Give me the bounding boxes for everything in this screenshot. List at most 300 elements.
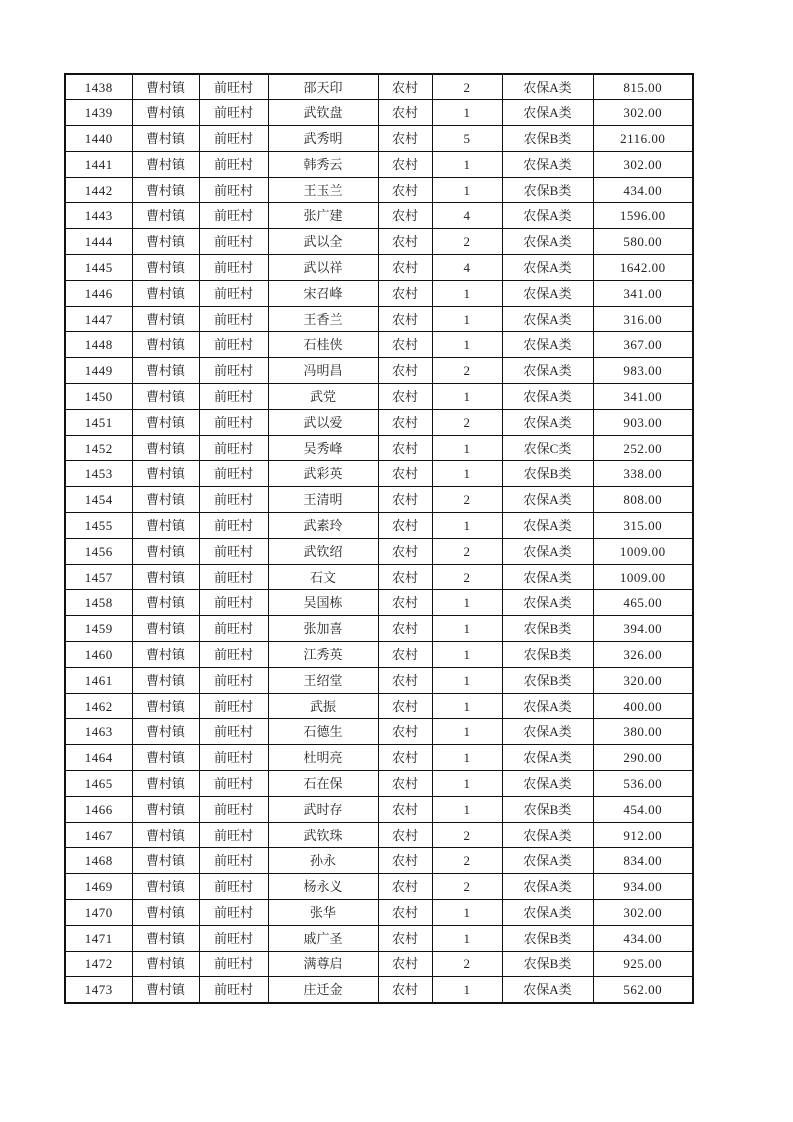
person-count-cell: 1 bbox=[432, 667, 502, 693]
table-row bbox=[65, 332, 693, 358]
village-cell: 前旺村 bbox=[199, 409, 268, 435]
name-cell: 王绍堂 bbox=[268, 667, 378, 693]
village-cell: 前旺村 bbox=[199, 332, 268, 358]
amount-cell: 341.00 bbox=[593, 280, 693, 306]
residence-type-cell: 农村 bbox=[378, 203, 432, 229]
village-cell: 前旺村 bbox=[199, 384, 268, 410]
town-cell: 曹村镇 bbox=[132, 229, 199, 255]
person-count-cell: 1 bbox=[432, 461, 502, 487]
village-cell: 前旺村 bbox=[199, 771, 268, 797]
residence-type-cell: 农村 bbox=[378, 229, 432, 255]
row-number-cell: 1444 bbox=[65, 229, 132, 255]
name-cell: 杜明亮 bbox=[268, 745, 378, 771]
town-cell: 曹村镇 bbox=[132, 771, 199, 797]
row-number-cell: 1448 bbox=[65, 332, 132, 358]
amount-cell: 316.00 bbox=[593, 306, 693, 332]
amount-cell: 903.00 bbox=[593, 409, 693, 435]
amount-cell: 562.00 bbox=[593, 977, 693, 1003]
town-cell: 曹村镇 bbox=[132, 151, 199, 177]
table-row bbox=[65, 126, 693, 152]
village-cell: 前旺村 bbox=[199, 513, 268, 539]
name-cell: 武以爱 bbox=[268, 409, 378, 435]
town-cell: 曹村镇 bbox=[132, 642, 199, 668]
row-number-cell: 1469 bbox=[65, 874, 132, 900]
insurance-category-cell: 农保A类 bbox=[502, 900, 593, 926]
village-cell: 前旺村 bbox=[199, 280, 268, 306]
records-table bbox=[64, 73, 694, 1004]
table-row bbox=[65, 564, 693, 590]
name-cell: 石在保 bbox=[268, 771, 378, 797]
name-cell: 张华 bbox=[268, 900, 378, 926]
row-number-cell: 1452 bbox=[65, 435, 132, 461]
town-cell: 曹村镇 bbox=[132, 616, 199, 642]
person-count-cell: 1 bbox=[432, 332, 502, 358]
table-row bbox=[65, 951, 693, 977]
insurance-category-cell: 农保B类 bbox=[502, 126, 593, 152]
person-count-cell: 2 bbox=[432, 822, 502, 848]
town-cell: 曹村镇 bbox=[132, 126, 199, 152]
person-count-cell: 2 bbox=[432, 874, 502, 900]
insurance-category-cell: 农保A类 bbox=[502, 848, 593, 874]
table-row bbox=[65, 590, 693, 616]
insurance-category-cell: 农保A类 bbox=[502, 409, 593, 435]
name-cell: 张加喜 bbox=[268, 616, 378, 642]
town-cell: 曹村镇 bbox=[132, 590, 199, 616]
person-count-cell: 4 bbox=[432, 203, 502, 229]
village-cell: 前旺村 bbox=[199, 126, 268, 152]
amount-cell: 434.00 bbox=[593, 925, 693, 951]
residence-type-cell: 农村 bbox=[378, 306, 432, 332]
row-number-cell: 1461 bbox=[65, 667, 132, 693]
table-row bbox=[65, 693, 693, 719]
village-cell: 前旺村 bbox=[199, 538, 268, 564]
amount-cell: 1596.00 bbox=[593, 203, 693, 229]
insurance-category-cell: 农保A类 bbox=[502, 487, 593, 513]
table-row bbox=[65, 255, 693, 281]
row-number-cell: 1446 bbox=[65, 280, 132, 306]
row-number-cell: 1455 bbox=[65, 513, 132, 539]
town-cell: 曹村镇 bbox=[132, 409, 199, 435]
name-cell: 戚广圣 bbox=[268, 925, 378, 951]
insurance-category-cell: 农保A类 bbox=[502, 719, 593, 745]
residence-type-cell: 农村 bbox=[378, 848, 432, 874]
table-row bbox=[65, 900, 693, 926]
village-cell: 前旺村 bbox=[199, 822, 268, 848]
residence-type-cell: 农村 bbox=[378, 513, 432, 539]
village-cell: 前旺村 bbox=[199, 951, 268, 977]
person-count-cell: 1 bbox=[432, 642, 502, 668]
amount-cell: 934.00 bbox=[593, 874, 693, 900]
table-row bbox=[65, 306, 693, 332]
village-cell: 前旺村 bbox=[199, 616, 268, 642]
name-cell: 王香兰 bbox=[268, 306, 378, 332]
insurance-category-cell: 农保A类 bbox=[502, 977, 593, 1003]
name-cell: 宋召峰 bbox=[268, 280, 378, 306]
table-row bbox=[65, 771, 693, 797]
name-cell: 武彩英 bbox=[268, 461, 378, 487]
person-count-cell: 1 bbox=[432, 177, 502, 203]
table-row bbox=[65, 848, 693, 874]
amount-cell: 465.00 bbox=[593, 590, 693, 616]
amount-cell: 341.00 bbox=[593, 384, 693, 410]
amount-cell: 1009.00 bbox=[593, 564, 693, 590]
insurance-category-cell: 农保A类 bbox=[502, 538, 593, 564]
amount-cell: 536.00 bbox=[593, 771, 693, 797]
insurance-category-cell: 农保A类 bbox=[502, 874, 593, 900]
row-number-cell: 1450 bbox=[65, 384, 132, 410]
amount-cell: 302.00 bbox=[593, 900, 693, 926]
row-number-cell: 1441 bbox=[65, 151, 132, 177]
row-number-cell: 1454 bbox=[65, 487, 132, 513]
name-cell: 满尊启 bbox=[268, 951, 378, 977]
residence-type-cell: 农村 bbox=[378, 745, 432, 771]
insurance-category-cell: 农保A类 bbox=[502, 332, 593, 358]
residence-type-cell: 农村 bbox=[378, 74, 432, 100]
town-cell: 曹村镇 bbox=[132, 900, 199, 926]
name-cell: 武时存 bbox=[268, 796, 378, 822]
village-cell: 前旺村 bbox=[199, 977, 268, 1003]
table-row bbox=[65, 203, 693, 229]
amount-cell: 808.00 bbox=[593, 487, 693, 513]
residence-type-cell: 农村 bbox=[378, 900, 432, 926]
name-cell: 武党 bbox=[268, 384, 378, 410]
table-row bbox=[65, 229, 693, 255]
residence-type-cell: 农村 bbox=[378, 384, 432, 410]
person-count-cell: 5 bbox=[432, 126, 502, 152]
row-number-cell: 1467 bbox=[65, 822, 132, 848]
insurance-category-cell: 农保B类 bbox=[502, 461, 593, 487]
town-cell: 曹村镇 bbox=[132, 306, 199, 332]
town-cell: 曹村镇 bbox=[132, 74, 199, 100]
town-cell: 曹村镇 bbox=[132, 384, 199, 410]
village-cell: 前旺村 bbox=[199, 229, 268, 255]
amount-cell: 925.00 bbox=[593, 951, 693, 977]
name-cell: 杨永义 bbox=[268, 874, 378, 900]
insurance-category-cell: 农保A类 bbox=[502, 229, 593, 255]
name-cell: 武钦绍 bbox=[268, 538, 378, 564]
amount-cell: 394.00 bbox=[593, 616, 693, 642]
person-count-cell: 1 bbox=[432, 719, 502, 745]
row-number-cell: 1438 bbox=[65, 74, 132, 100]
village-cell: 前旺村 bbox=[199, 435, 268, 461]
residence-type-cell: 农村 bbox=[378, 822, 432, 848]
person-count-cell: 1 bbox=[432, 771, 502, 797]
person-count-cell: 1 bbox=[432, 513, 502, 539]
amount-cell: 320.00 bbox=[593, 667, 693, 693]
person-count-cell: 2 bbox=[432, 409, 502, 435]
residence-type-cell: 农村 bbox=[378, 874, 432, 900]
name-cell: 武振 bbox=[268, 693, 378, 719]
village-cell: 前旺村 bbox=[199, 745, 268, 771]
person-count-cell: 2 bbox=[432, 951, 502, 977]
table-row bbox=[65, 435, 693, 461]
row-number-cell: 1442 bbox=[65, 177, 132, 203]
person-count-cell: 1 bbox=[432, 590, 502, 616]
insurance-category-cell: 农保A类 bbox=[502, 358, 593, 384]
row-number-cell: 1465 bbox=[65, 771, 132, 797]
row-number-cell: 1472 bbox=[65, 951, 132, 977]
name-cell: 武以全 bbox=[268, 229, 378, 255]
village-cell: 前旺村 bbox=[199, 590, 268, 616]
table-row bbox=[65, 745, 693, 771]
amount-cell: 912.00 bbox=[593, 822, 693, 848]
amount-cell: 302.00 bbox=[593, 151, 693, 177]
table-row bbox=[65, 822, 693, 848]
table-row bbox=[65, 513, 693, 539]
town-cell: 曹村镇 bbox=[132, 564, 199, 590]
residence-type-cell: 农村 bbox=[378, 925, 432, 951]
residence-type-cell: 农村 bbox=[378, 693, 432, 719]
records-table-body bbox=[65, 74, 693, 1003]
amount-cell: 252.00 bbox=[593, 435, 693, 461]
amount-cell: 315.00 bbox=[593, 513, 693, 539]
table-row bbox=[65, 487, 693, 513]
name-cell: 武素玲 bbox=[268, 513, 378, 539]
residence-type-cell: 农村 bbox=[378, 771, 432, 797]
residence-type-cell: 农村 bbox=[378, 177, 432, 203]
row-number-cell: 1471 bbox=[65, 925, 132, 951]
row-number-cell: 1439 bbox=[65, 100, 132, 126]
person-count-cell: 1 bbox=[432, 616, 502, 642]
name-cell: 石德生 bbox=[268, 719, 378, 745]
table-row bbox=[65, 461, 693, 487]
table-row bbox=[65, 616, 693, 642]
person-count-cell: 2 bbox=[432, 538, 502, 564]
residence-type-cell: 农村 bbox=[378, 435, 432, 461]
town-cell: 曹村镇 bbox=[132, 719, 199, 745]
village-cell: 前旺村 bbox=[199, 255, 268, 281]
person-count-cell: 1 bbox=[432, 796, 502, 822]
person-count-cell: 1 bbox=[432, 435, 502, 461]
name-cell: 王清明 bbox=[268, 487, 378, 513]
table-row bbox=[65, 925, 693, 951]
name-cell: 孙永 bbox=[268, 848, 378, 874]
residence-type-cell: 农村 bbox=[378, 538, 432, 564]
residence-type-cell: 农村 bbox=[378, 642, 432, 668]
row-number-cell: 1468 bbox=[65, 848, 132, 874]
insurance-category-cell: 农保B类 bbox=[502, 796, 593, 822]
insurance-category-cell: 农保B类 bbox=[502, 667, 593, 693]
town-cell: 曹村镇 bbox=[132, 822, 199, 848]
residence-type-cell: 农村 bbox=[378, 151, 432, 177]
residence-type-cell: 农村 bbox=[378, 487, 432, 513]
amount-cell: 367.00 bbox=[593, 332, 693, 358]
name-cell: 吴秀峰 bbox=[268, 435, 378, 461]
person-count-cell: 1 bbox=[432, 977, 502, 1003]
row-number-cell: 1473 bbox=[65, 977, 132, 1003]
insurance-category-cell: 农保B类 bbox=[502, 951, 593, 977]
person-count-cell: 1 bbox=[432, 693, 502, 719]
row-number-cell: 1445 bbox=[65, 255, 132, 281]
residence-type-cell: 农村 bbox=[378, 796, 432, 822]
amount-cell: 1009.00 bbox=[593, 538, 693, 564]
person-count-cell: 2 bbox=[432, 358, 502, 384]
insurance-category-cell: 农保A类 bbox=[502, 822, 593, 848]
village-cell: 前旺村 bbox=[199, 848, 268, 874]
town-cell: 曹村镇 bbox=[132, 925, 199, 951]
town-cell: 曹村镇 bbox=[132, 513, 199, 539]
name-cell: 邵天印 bbox=[268, 74, 378, 100]
row-number-cell: 1462 bbox=[65, 693, 132, 719]
name-cell: 石文 bbox=[268, 564, 378, 590]
row-number-cell: 1458 bbox=[65, 590, 132, 616]
table-row bbox=[65, 796, 693, 822]
row-number-cell: 1470 bbox=[65, 900, 132, 926]
village-cell: 前旺村 bbox=[199, 151, 268, 177]
row-number-cell: 1440 bbox=[65, 126, 132, 152]
table-row bbox=[65, 151, 693, 177]
name-cell: 武钦珠 bbox=[268, 822, 378, 848]
residence-type-cell: 农村 bbox=[378, 951, 432, 977]
town-cell: 曹村镇 bbox=[132, 255, 199, 281]
insurance-category-cell: 农保B类 bbox=[502, 616, 593, 642]
village-cell: 前旺村 bbox=[199, 719, 268, 745]
insurance-category-cell: 农保A类 bbox=[502, 693, 593, 719]
insurance-category-cell: 农保B类 bbox=[502, 925, 593, 951]
town-cell: 曹村镇 bbox=[132, 745, 199, 771]
town-cell: 曹村镇 bbox=[132, 100, 199, 126]
town-cell: 曹村镇 bbox=[132, 435, 199, 461]
town-cell: 曹村镇 bbox=[132, 203, 199, 229]
village-cell: 前旺村 bbox=[199, 900, 268, 926]
person-count-cell: 4 bbox=[432, 255, 502, 281]
village-cell: 前旺村 bbox=[199, 874, 268, 900]
row-number-cell: 1453 bbox=[65, 461, 132, 487]
residence-type-cell: 农村 bbox=[378, 280, 432, 306]
table-row bbox=[65, 177, 693, 203]
residence-type-cell: 农村 bbox=[378, 590, 432, 616]
table-row bbox=[65, 74, 693, 100]
row-number-cell: 1459 bbox=[65, 616, 132, 642]
town-cell: 曹村镇 bbox=[132, 280, 199, 306]
name-cell: 石桂侠 bbox=[268, 332, 378, 358]
village-cell: 前旺村 bbox=[199, 667, 268, 693]
row-number-cell: 1449 bbox=[65, 358, 132, 384]
name-cell: 庄迁金 bbox=[268, 977, 378, 1003]
name-cell: 韩秀云 bbox=[268, 151, 378, 177]
insurance-category-cell: 农保A类 bbox=[502, 74, 593, 100]
amount-cell: 400.00 bbox=[593, 693, 693, 719]
row-number-cell: 1456 bbox=[65, 538, 132, 564]
name-cell: 张广建 bbox=[268, 203, 378, 229]
insurance-category-cell: 农保A类 bbox=[502, 255, 593, 281]
village-cell: 前旺村 bbox=[199, 100, 268, 126]
town-cell: 曹村镇 bbox=[132, 358, 199, 384]
name-cell: 武秀明 bbox=[268, 126, 378, 152]
village-cell: 前旺村 bbox=[199, 306, 268, 332]
name-cell: 冯明昌 bbox=[268, 358, 378, 384]
amount-cell: 983.00 bbox=[593, 358, 693, 384]
town-cell: 曹村镇 bbox=[132, 667, 199, 693]
person-count-cell: 1 bbox=[432, 306, 502, 332]
residence-type-cell: 农村 bbox=[378, 616, 432, 642]
residence-type-cell: 农村 bbox=[378, 409, 432, 435]
village-cell: 前旺村 bbox=[199, 693, 268, 719]
village-cell: 前旺村 bbox=[199, 358, 268, 384]
insurance-category-cell: 农保A类 bbox=[502, 100, 593, 126]
residence-type-cell: 农村 bbox=[378, 126, 432, 152]
village-cell: 前旺村 bbox=[199, 487, 268, 513]
insurance-category-cell: 农保A类 bbox=[502, 590, 593, 616]
person-count-cell: 2 bbox=[432, 487, 502, 513]
row-number-cell: 1443 bbox=[65, 203, 132, 229]
town-cell: 曹村镇 bbox=[132, 487, 199, 513]
person-count-cell: 1 bbox=[432, 280, 502, 306]
row-number-cell: 1451 bbox=[65, 409, 132, 435]
row-number-cell: 1457 bbox=[65, 564, 132, 590]
row-number-cell: 1464 bbox=[65, 745, 132, 771]
table-row bbox=[65, 642, 693, 668]
amount-cell: 338.00 bbox=[593, 461, 693, 487]
insurance-category-cell: 农保A类 bbox=[502, 564, 593, 590]
town-cell: 曹村镇 bbox=[132, 874, 199, 900]
residence-type-cell: 农村 bbox=[378, 564, 432, 590]
amount-cell: 290.00 bbox=[593, 745, 693, 771]
village-cell: 前旺村 bbox=[199, 925, 268, 951]
person-count-cell: 1 bbox=[432, 151, 502, 177]
name-cell: 吴国栋 bbox=[268, 590, 378, 616]
table-row bbox=[65, 100, 693, 126]
insurance-category-cell: 农保A类 bbox=[502, 151, 593, 177]
town-cell: 曹村镇 bbox=[132, 332, 199, 358]
residence-type-cell: 农村 bbox=[378, 100, 432, 126]
amount-cell: 1642.00 bbox=[593, 255, 693, 281]
insurance-category-cell: 农保A类 bbox=[502, 745, 593, 771]
name-cell: 江秀英 bbox=[268, 642, 378, 668]
name-cell: 武钦盘 bbox=[268, 100, 378, 126]
residence-type-cell: 农村 bbox=[378, 719, 432, 745]
person-count-cell: 2 bbox=[432, 229, 502, 255]
town-cell: 曹村镇 bbox=[132, 977, 199, 1003]
row-number-cell: 1463 bbox=[65, 719, 132, 745]
residence-type-cell: 农村 bbox=[378, 667, 432, 693]
person-count-cell: 1 bbox=[432, 384, 502, 410]
person-count-cell: 1 bbox=[432, 900, 502, 926]
town-cell: 曹村镇 bbox=[132, 177, 199, 203]
insurance-category-cell: 农保A类 bbox=[502, 280, 593, 306]
row-number-cell: 1460 bbox=[65, 642, 132, 668]
town-cell: 曹村镇 bbox=[132, 461, 199, 487]
person-count-cell: 2 bbox=[432, 74, 502, 100]
row-number-cell: 1466 bbox=[65, 796, 132, 822]
insurance-category-cell: 农保A类 bbox=[502, 513, 593, 539]
table-row bbox=[65, 874, 693, 900]
amount-cell: 580.00 bbox=[593, 229, 693, 255]
insurance-category-cell: 农保A类 bbox=[502, 306, 593, 332]
amount-cell: 2116.00 bbox=[593, 126, 693, 152]
amount-cell: 815.00 bbox=[593, 74, 693, 100]
table-row bbox=[65, 280, 693, 306]
person-count-cell: 1 bbox=[432, 745, 502, 771]
person-count-cell: 1 bbox=[432, 925, 502, 951]
person-count-cell: 1 bbox=[432, 100, 502, 126]
amount-cell: 834.00 bbox=[593, 848, 693, 874]
insurance-category-cell: 农保C类 bbox=[502, 435, 593, 461]
insurance-category-cell: 农保A类 bbox=[502, 203, 593, 229]
table-row bbox=[65, 358, 693, 384]
village-cell: 前旺村 bbox=[199, 177, 268, 203]
table-row bbox=[65, 538, 693, 564]
residence-type-cell: 农村 bbox=[378, 358, 432, 384]
residence-type-cell: 农村 bbox=[378, 332, 432, 358]
village-cell: 前旺村 bbox=[199, 461, 268, 487]
village-cell: 前旺村 bbox=[199, 564, 268, 590]
table-row bbox=[65, 667, 693, 693]
insurance-category-cell: 农保A类 bbox=[502, 771, 593, 797]
person-count-cell: 2 bbox=[432, 564, 502, 590]
name-cell: 武以祥 bbox=[268, 255, 378, 281]
residence-type-cell: 农村 bbox=[378, 461, 432, 487]
